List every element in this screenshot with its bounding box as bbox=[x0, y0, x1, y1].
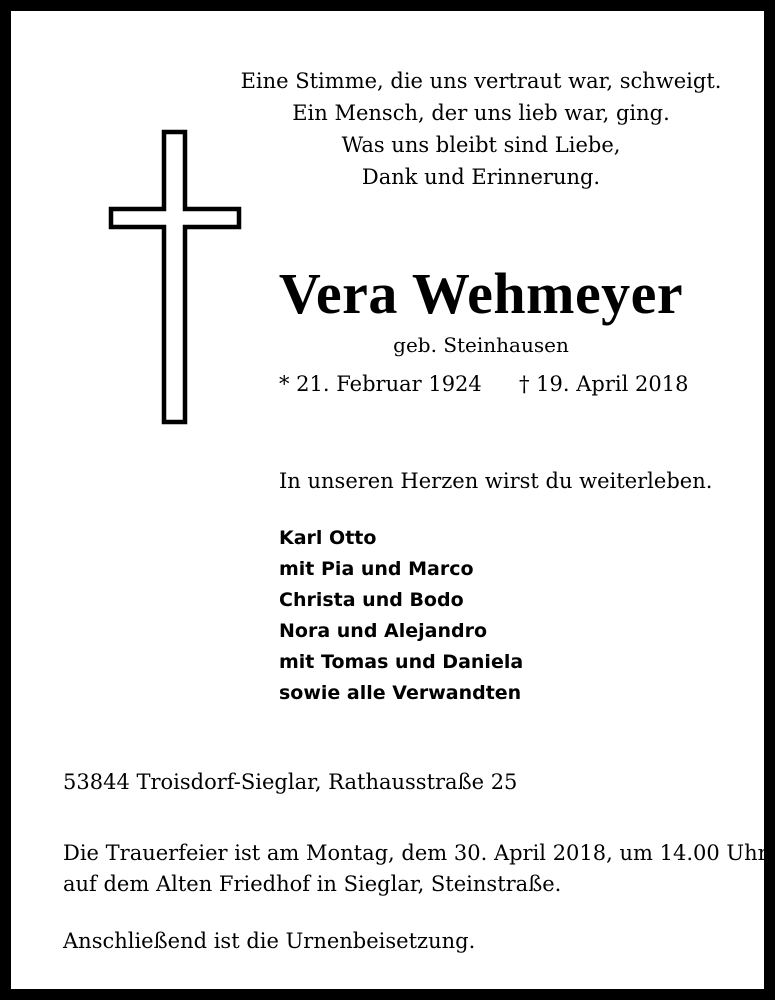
poem bbox=[211, 65, 751, 193]
urn-burial-note: Anschließend ist die Urnenbeisetzung. bbox=[63, 929, 476, 953]
deceased-name: Vera Wehmeyer bbox=[278, 261, 684, 326]
birth-date: * 21. Februar 1924 bbox=[279, 372, 482, 396]
ceremony-line: Die Trauerfeier ist am Montag, dem 30. April 2018, um 14.00 Uhr bbox=[63, 841, 768, 865]
mourner-line: Christa und Bodo bbox=[279, 589, 464, 611]
poem-line: Dank und Erinnerung. bbox=[361, 165, 601, 189]
ceremony-line: auf dem Alten Friedhof in Sieglar, Steinstraße. bbox=[63, 872, 562, 896]
death-date: † 19. April 2018 bbox=[519, 372, 689, 396]
poem-line: Ein Mensch, der uns lieb war, ging. bbox=[292, 101, 670, 125]
ceremony-info bbox=[63, 838, 768, 900]
poem-line: Eine Stimme, die uns vertraut war, schweigt. bbox=[240, 69, 722, 93]
family-address: 53844 Troisdorf-Sieglar, Rathausstraße 25 bbox=[63, 770, 518, 794]
mourner-line: Nora und Alejandro bbox=[279, 620, 488, 642]
poem-line: Was uns bleibt sind Liebe, bbox=[341, 133, 621, 157]
cross-icon bbox=[108, 129, 242, 425]
birth-name: geb. Steinhausen bbox=[393, 333, 569, 357]
mourner-line: mit Tomas und Daniela bbox=[279, 651, 524, 673]
mourner-line: sowie alle Verwandten bbox=[279, 682, 522, 704]
mourner-line: mit Pia und Marco bbox=[279, 558, 474, 580]
mourners-list bbox=[279, 523, 523, 709]
motto: In unseren Herzen wirst du weiterleben. bbox=[279, 469, 713, 493]
mourner-line: Karl Otto bbox=[279, 527, 377, 549]
